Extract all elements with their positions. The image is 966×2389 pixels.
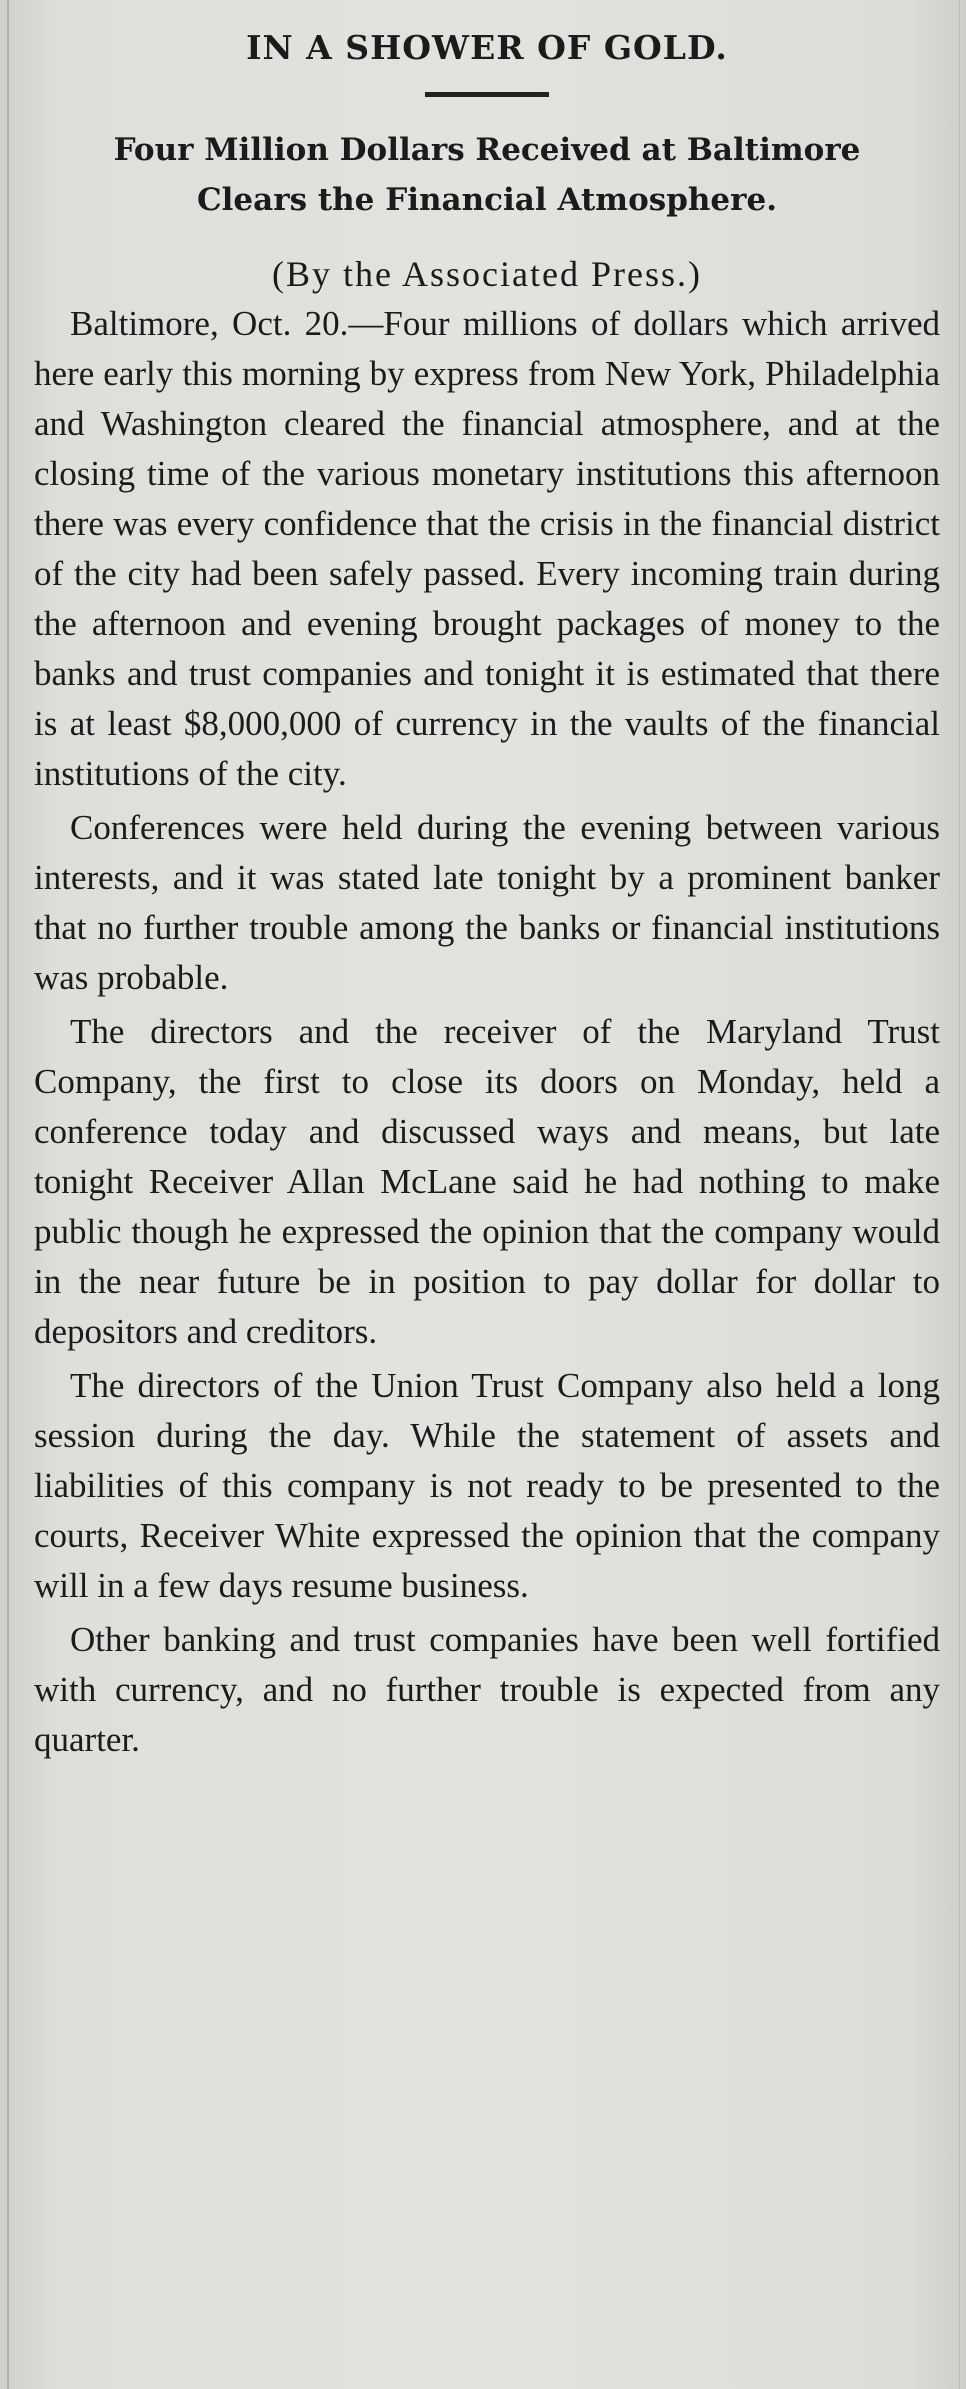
article-body bbox=[34, 299, 940, 1765]
news-article bbox=[34, 22, 940, 1765]
paragraph-4: The directors of the Union Trust Company also held a long session during the day. While the statement of assets and liabilities of this company is not ready to be presented to the courts, Receiver White expressed the opinion that the company will in a few days resume business. bbox=[34, 1366, 940, 1605]
subheadline bbox=[34, 125, 940, 225]
headline-divider bbox=[425, 92, 549, 97]
column-rule-left bbox=[7, 0, 9, 2389]
headline: IN A SHOWER OF GOLD. bbox=[246, 28, 728, 67]
paragraph-1: Baltimore, Oct. 20.—Four millions of dollars which arrived here early this morning by express from New York, Philadelphia and Washington cleared the financial atmosphere, and at the closing time of the various monetary institutions this afternoon there was every confidence that the crisis in the financial district of the city had been safely passed. Every incoming train during the afternoon and evening brought packages of money to the banks and trust companies and tonight it is estimated that there is at least $8,000,000 of currency in the vaults of the financial institutions of the city. bbox=[34, 304, 940, 793]
paragraph-2: Conferences were held during the evening between various interests, and it was stated late tonight by a prominent banker that no further trouble among the banks or financial institutions was probable. bbox=[34, 808, 940, 997]
paragraph-5: Other banking and trust companies have been well fortified with currency, and no further trouble is expected from any quarter. bbox=[34, 1620, 940, 1759]
column-rule-right bbox=[959, 0, 960, 2389]
paragraph-3: The directors and the receiver of the Maryland Trust Company, the first to close its doors on Monday, held a conference today and discussed ways and means, but late tonight Receiver Allan McLane said he had nothing to make public though he expressed the opinion that the company would in the near future be in position to pay dollar for dollar to depositors and creditors. bbox=[34, 1012, 940, 1351]
subheadline-line-1: Four Million Dollars Received at Baltimore bbox=[113, 132, 861, 168]
subheadline-line-2: Clears the Financial Atmosphere. bbox=[196, 182, 777, 218]
byline: (By the Associated Press.) bbox=[272, 254, 702, 294]
